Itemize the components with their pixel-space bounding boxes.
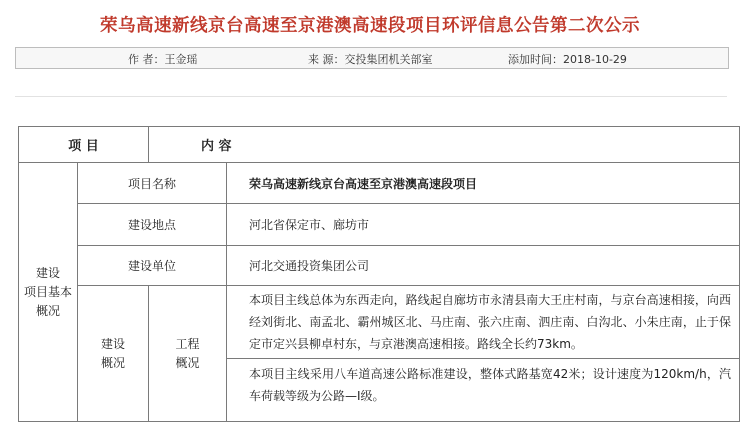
- table-row: [19, 246, 740, 286]
- project-info-table: [18, 126, 740, 422]
- source-text: 来 源：交投集团机关部室: [308, 53, 433, 66]
- article-meta-bar: [15, 47, 729, 69]
- group-label-line: 概况: [35, 303, 60, 318]
- row-value-project-name: 荣乌高速新线京台高速至京港澳高速段项目: [227, 163, 740, 204]
- group-label-line: 建设: [35, 265, 60, 280]
- section-divider: [15, 96, 727, 97]
- engineering-label: [149, 286, 227, 422]
- row-value-location: 河北省保定市、廊坊市: [227, 204, 740, 246]
- row-label-project-name: 项目名称: [78, 163, 227, 204]
- header-content-cell: 内 容: [149, 127, 740, 163]
- engineering-label-line: 工程: [175, 336, 200, 351]
- table-row: [19, 204, 740, 246]
- engineering-paragraph: 本项目主线采用八车道高速公路标准建设，整体式路基宽42米；设计速度为120km/h，汽车荷载等级为公路—I级。: [227, 359, 740, 422]
- project-overview-group-label: [19, 163, 78, 422]
- table-row: [19, 286, 740, 359]
- row-label-location: 建设地点: [78, 204, 227, 246]
- overview-label-line: 概况: [100, 355, 125, 370]
- overview-label: [78, 286, 149, 422]
- header-item-cell: 项 目: [19, 127, 149, 163]
- table-header-row: [19, 127, 740, 163]
- table-row: [19, 163, 740, 204]
- publish-date-text: 添加时间：2018-10-29: [508, 53, 627, 66]
- page-title: 荣乌高速新线京台高速至京港澳高速段项目环评信息公告第二次公示: [100, 16, 640, 36]
- engineering-label-line: 概况: [175, 355, 200, 370]
- overview-label-line: 建设: [100, 336, 125, 351]
- group-label-line: 项目基本: [23, 284, 72, 299]
- author-text: 作 者：王金瑶: [128, 53, 198, 66]
- engineering-paragraph: 本项目主线总体为东西走向，路线起自廊坊市永清县南大王庄村南，与京台高速相接，向西经刘街北、南孟北、霸州城区北、马庄南、张六庄南、泗庄南、白沟北、小朱庄南，止于保定市定兴县柳卓村东，与京港澳高速相接。路线全长约73km。: [227, 286, 740, 359]
- row-label-builder: 建设单位: [78, 246, 227, 286]
- row-value-builder: 河北交通投资集团公司: [227, 246, 740, 286]
